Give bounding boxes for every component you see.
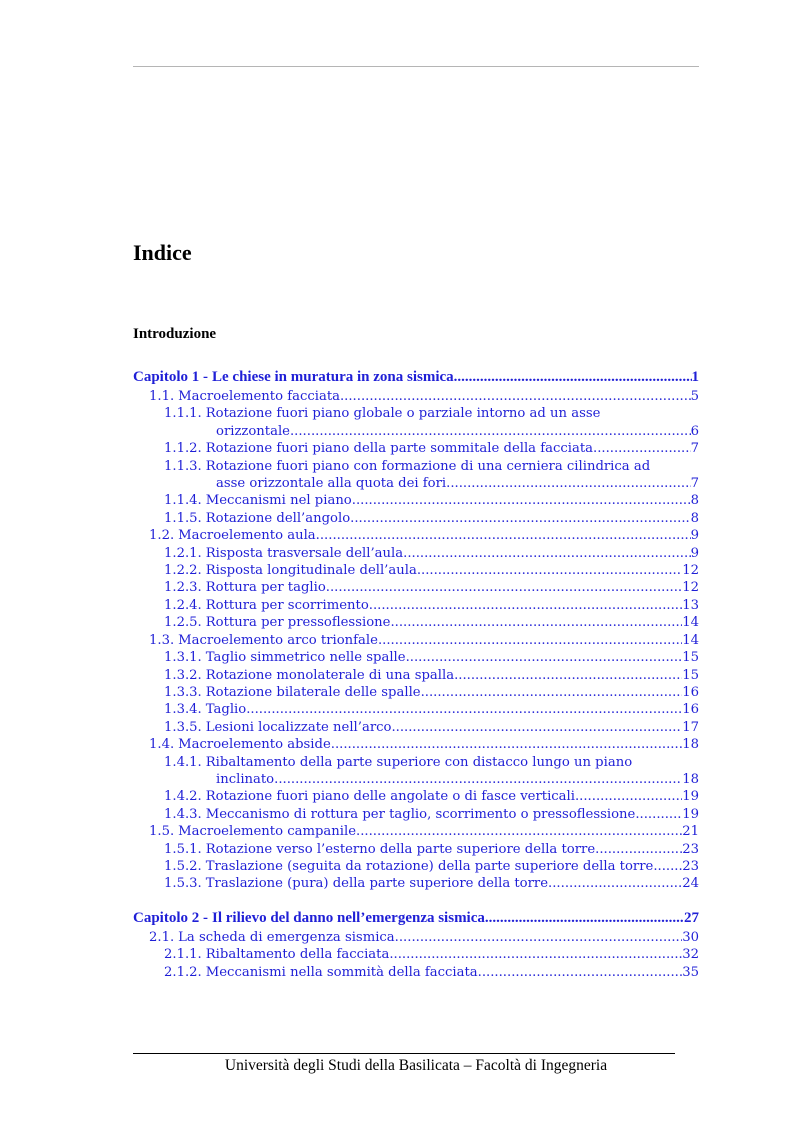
toc-title: Macroelemento facciata xyxy=(178,389,340,404)
toc-number: 1.3.5. xyxy=(164,719,202,735)
toc-entry-1-2-3[interactable] xyxy=(164,579,699,596)
toc-title: Le chiese in muratura in zona sismica xyxy=(212,369,454,385)
toc-title: Rotazione dell’angolo xyxy=(205,510,351,526)
toc-title: Macroelemento arco trionfale xyxy=(178,632,378,648)
toc-page-number: 9 xyxy=(690,545,699,561)
toc-number: 1.2.2. xyxy=(164,563,202,579)
toc-page-number: 23 xyxy=(682,858,699,874)
toc-page-number: 8 xyxy=(690,510,699,526)
toc-entry-1-1-1[interactable] xyxy=(164,405,699,440)
toc-number: 1.3. xyxy=(149,632,175,648)
toc-page-number: 19 xyxy=(682,789,699,805)
toc-title: Rotazione verso l’esterno della parte superiore della torre xyxy=(205,841,596,857)
toc-number: 1.5.1. xyxy=(164,841,202,857)
toc-leader-dots xyxy=(326,579,682,596)
toc-entry-1-2-1[interactable] xyxy=(164,545,699,562)
page-title: Indice xyxy=(133,240,192,265)
toc-leader-dots xyxy=(389,946,682,963)
toc-number: 1.2.3. xyxy=(164,580,202,596)
toc-title: Rotazione fuori piano con formazione di una cerniera cilindrica ad xyxy=(205,458,651,474)
toc-entry-1-3[interactable] xyxy=(149,632,699,649)
toc-title: Taglio simmetrico nelle spalle xyxy=(205,650,406,666)
toc-page-number: 12 xyxy=(682,580,699,596)
toc-page-number: 21 xyxy=(682,824,699,840)
toc-title: Macroelemento abside xyxy=(178,737,331,753)
toc-title: La scheda di emergenza sismica xyxy=(178,929,395,945)
toc-title-continued: asse orizzontale alla quota dei fori. xyxy=(216,476,451,492)
toc-number: 1.1.3. xyxy=(164,458,202,474)
toc-leader-dots xyxy=(478,964,683,981)
toc-number: Capitolo 1 - xyxy=(133,369,208,385)
toc-title: Meccanismi nel piano xyxy=(205,493,352,509)
toc-entry-2-1[interactable] xyxy=(149,929,699,946)
toc-title: Taglio xyxy=(205,702,247,718)
toc-leader-dots xyxy=(350,510,690,527)
toc-entry-capitolo-2[interactable] xyxy=(133,909,699,927)
toc-leader-dots xyxy=(369,597,682,614)
toc-page-number: 19 xyxy=(682,806,699,822)
toc-leader-dots xyxy=(378,632,682,649)
toc-number: 1.2. xyxy=(149,528,175,544)
toc-page-number: 12 xyxy=(682,563,699,579)
toc-number: 1.1.2. xyxy=(164,441,202,457)
toc-leader-dots xyxy=(340,388,691,405)
toc-page-number: 23 xyxy=(682,841,699,857)
toc-page-number: 14 xyxy=(682,632,699,648)
toc-entry-2-1-1[interactable] xyxy=(164,946,699,963)
toc-number: 1.5.3. xyxy=(164,876,202,892)
toc-entry-1-1-5[interactable] xyxy=(164,510,699,527)
toc-title: Rotazione monolaterale di una spalla xyxy=(205,667,455,683)
toc-leader-dots xyxy=(356,823,682,840)
footer-rule xyxy=(133,1053,675,1054)
toc-title: Traslazione (seguita da rotazione) della parte superiore della torre xyxy=(205,858,654,874)
toc-title: Macroelemento aula xyxy=(178,528,316,544)
toc-entry-1-3-1[interactable] xyxy=(164,649,699,666)
toc-entry-2-1-2[interactable] xyxy=(164,964,699,981)
toc-number: Capitolo 2 - xyxy=(133,909,208,926)
toc-number: 1.5. xyxy=(149,824,175,840)
toc-entry-1-3-3[interactable] xyxy=(164,684,699,701)
toc-title: Rottura per scorrimento xyxy=(205,597,369,613)
toc-number: 1.4.1. xyxy=(164,754,202,770)
toc-number: 1.3.1. xyxy=(164,650,202,666)
intro-heading: Introduzione xyxy=(133,326,217,342)
toc-leader-dots xyxy=(635,806,682,823)
toc-title: Rotazione fuori piano globale o parziale intorno ad un asse xyxy=(205,406,601,422)
toc-number: 1.4. xyxy=(149,737,175,753)
toc-entry-1-1-4[interactable] xyxy=(164,492,699,509)
toc-number: 1.2.1. xyxy=(164,545,202,561)
toc-leader-dots xyxy=(450,475,690,492)
header-rule xyxy=(133,66,699,67)
toc-page-number: 27 xyxy=(684,909,699,926)
toc-entry-1-2[interactable] xyxy=(149,527,699,544)
toc-leader-dots xyxy=(597,440,690,457)
toc-page-number: 1 xyxy=(691,369,699,385)
toc-leader-dots xyxy=(246,701,682,718)
toc-entry-1-2-4[interactable] xyxy=(164,597,699,614)
toc-entry-1-5-1[interactable] xyxy=(164,841,699,858)
toc-number: 1.3.2. xyxy=(164,667,202,683)
toc-entry-1-1-2[interactable] xyxy=(164,440,699,457)
toc-title: Meccanismi nella sommità della facciata xyxy=(205,964,478,980)
toc-number: 1.1. xyxy=(149,389,175,404)
toc-entry-1-4-3[interactable] xyxy=(164,806,699,823)
toc-entry-1-4-1[interactable] xyxy=(164,754,699,789)
toc-title: Ribaltamento della parte superiore con distacco lungo un piano xyxy=(205,754,633,770)
toc-leader-dots xyxy=(485,909,684,927)
toc-page-number: 16 xyxy=(682,684,699,700)
toc-page-number: 24 xyxy=(682,876,699,892)
toc-leader-dots xyxy=(391,719,682,736)
toc-entry-1-4-2[interactable] xyxy=(164,788,699,805)
toc-title: Ribaltamento della facciata xyxy=(205,947,390,963)
toc-number: 1.2.4. xyxy=(164,597,202,613)
page-footer: Università degli Studi della Basilicata – Facoltà di Ingegneria xyxy=(224,1057,608,1074)
toc-entry-1-3-2[interactable] xyxy=(164,667,699,684)
toc-leader-dots xyxy=(421,684,683,701)
toc-title: Rottura per pressoflessione xyxy=(205,615,391,631)
toc-page-number: 7 xyxy=(690,476,699,492)
toc-page-number: 6 xyxy=(690,423,699,439)
toc-entry-1-2-2[interactable] xyxy=(164,562,699,579)
toc-title: Rotazione fuori piano delle angolate o di fasce verticali xyxy=(205,789,575,805)
toc-page-number: 14 xyxy=(682,615,699,631)
toc-leader-dots xyxy=(316,527,691,544)
toc-page-number: 16 xyxy=(682,702,699,718)
toc-leader-dots xyxy=(395,929,683,946)
toc-entry-1-3-4[interactable] xyxy=(164,701,699,718)
toc-entry-1-5-2[interactable] xyxy=(164,858,699,875)
toc-page-number: 8 xyxy=(690,493,699,509)
toc-page-number: 7 xyxy=(690,441,699,457)
toc-leader-dots xyxy=(274,771,682,788)
toc-title: Macroelemento campanile xyxy=(178,824,357,840)
toc-number: 1.4.3. xyxy=(164,806,202,822)
table-of-contents xyxy=(133,368,699,981)
toc-number: 1.2.5. xyxy=(164,615,202,631)
toc-number: 1.5.2. xyxy=(164,858,202,874)
toc-title-continued: orizzontale xyxy=(216,423,290,439)
toc-title: Rotazione fuori piano della parte sommitale della facciata. xyxy=(205,441,598,457)
toc-leader-dots xyxy=(595,841,682,858)
toc-leader-dots xyxy=(352,492,691,509)
toc-page-number: 13 xyxy=(682,597,699,613)
toc-title-continued: inclinato xyxy=(216,771,275,787)
toc-leader-dots xyxy=(403,545,690,562)
toc-number: 2.1.1. xyxy=(164,947,202,963)
toc-leader-dots xyxy=(331,736,682,753)
toc-entry-1-2-5[interactable] xyxy=(164,614,699,631)
toc-leader-dots xyxy=(548,875,682,892)
toc-title: Risposta trasversale dell’aula xyxy=(205,545,404,561)
toc-number: 1.4.2. xyxy=(164,789,202,805)
toc-number: 1.1.4. xyxy=(164,493,202,509)
toc-title: Risposta longitudinale dell’aula xyxy=(205,563,417,579)
toc-leader-dots xyxy=(290,423,691,440)
toc-number: 1.3.3. xyxy=(164,684,202,700)
toc-entry-1-4[interactable] xyxy=(149,736,699,753)
toc-leader-dots xyxy=(406,649,683,666)
toc-number: 2.1.2. xyxy=(164,964,202,980)
toc-title: Lesioni localizzate nell’arco xyxy=(205,719,392,735)
toc-page-number: 15 xyxy=(682,667,699,683)
toc-page-number: 32 xyxy=(682,947,699,963)
toc-entry-capitolo-1[interactable] xyxy=(133,368,699,386)
toc-page-number: 35 xyxy=(682,964,699,980)
toc-page-number: 17 xyxy=(682,719,699,735)
toc-page-number: 5 xyxy=(690,389,699,404)
toc-title: Il rilievo del danno nell’emergenza sismica xyxy=(212,909,485,926)
toc-entry-1-1[interactable] xyxy=(149,388,699,405)
toc-title: Rotazione bilaterale delle spalle xyxy=(205,684,421,700)
toc-leader-dots xyxy=(454,667,682,684)
toc-entry-1-5[interactable] xyxy=(149,823,699,840)
toc-leader-dots xyxy=(454,368,692,386)
toc-page-number: 9 xyxy=(690,528,699,544)
toc-number: 2.1. xyxy=(149,929,175,945)
toc-title: Meccanismo di rottura per taglio, scorrimento o pressoflessione xyxy=(205,806,636,822)
toc-title: Rottura per taglio xyxy=(205,580,326,596)
toc-title: Traslazione (pura) della parte superiore della torre xyxy=(205,876,549,892)
toc-entry-1-3-5[interactable] xyxy=(164,719,699,736)
toc-page-number: 30 xyxy=(682,929,699,945)
toc-entry-1-1-3[interactable] xyxy=(164,458,699,493)
toc-page-number: 18 xyxy=(682,771,699,787)
toc-leader-dots xyxy=(417,562,682,579)
toc-number: 1.1.5. xyxy=(164,510,202,526)
toc-page-number: 15 xyxy=(682,650,699,666)
toc-leader-dots xyxy=(575,788,682,805)
toc-leader-dots xyxy=(653,858,682,875)
toc-page-number: 18 xyxy=(682,737,699,753)
toc-number: 1.1.1. xyxy=(164,406,202,422)
toc-entry-1-5-3[interactable] xyxy=(164,875,699,892)
toc-leader-dots xyxy=(390,614,682,631)
toc-number: 1.3.4. xyxy=(164,702,202,718)
